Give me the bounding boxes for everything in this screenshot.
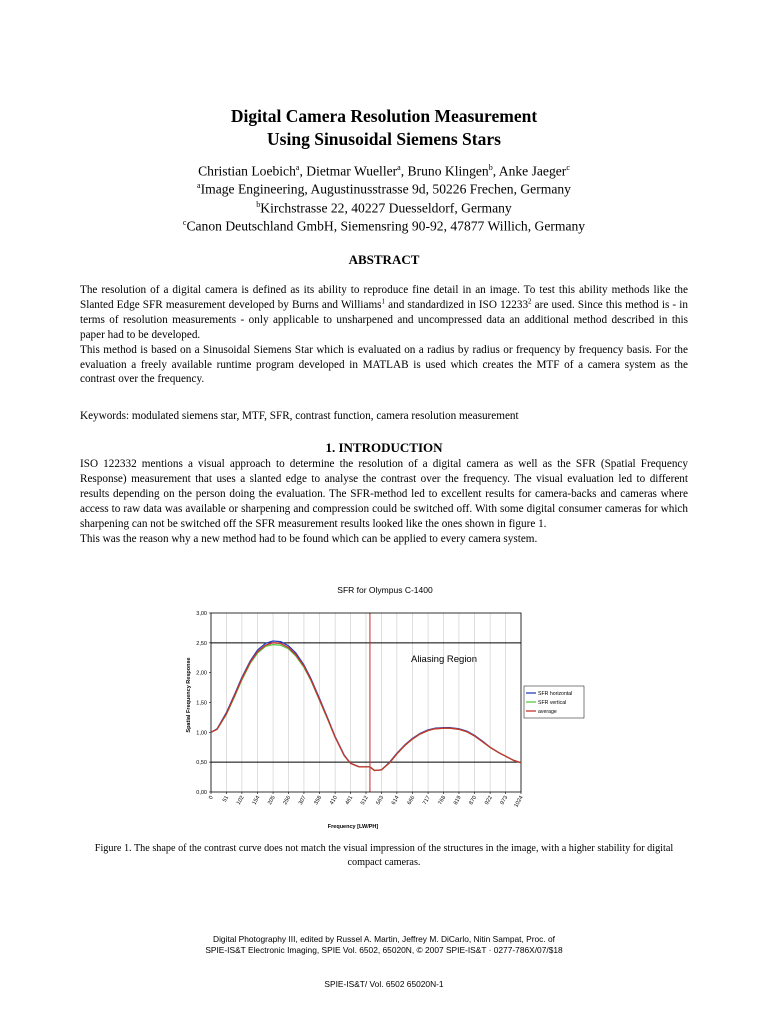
affiliation-c: $^c$Canon Deutschland GmbH, Siemensring 90-92, 47877 Willich, Germany [182, 218, 586, 234]
x-tick-label: 205 [267, 795, 277, 806]
x-tick-label: 819 [452, 795, 463, 806]
proceedings-line-2: SPIE-IS&T Electronic Imaging, SPIE Vol. 6502, 65020N, © 2007 SPIE-IS&T · 0277-786X/07/$18 [205, 945, 563, 955]
x-tick-label: 0 [208, 795, 215, 801]
author-affiliation-mark: c [566, 163, 570, 172]
x-tick-label: 51 [221, 795, 231, 804]
x-tick-label: 461 [344, 795, 355, 806]
author-separator: , [400, 163, 408, 179]
affiliation-a: $^a$Image Engineering, Augustinusstrasse 9d, 50226 Frechen, Germany [197, 181, 571, 197]
legend-label: average [538, 709, 557, 715]
legend-label: SFR horizontal [538, 691, 573, 697]
chart-title: SFR for Olympus C-1400 [337, 585, 433, 595]
proceedings-line-1: Digital Photography III, edited by Russel A. Martin, Jeffrey M. DiCarlo, Nitin Sampat, Proc. of [213, 934, 555, 944]
x-tick-label: 563 [375, 795, 386, 806]
y-tick-label: 3,00 [196, 611, 207, 617]
introduction-paragraph-2: This was the reason why a new method had to be found which can be applied to every camera system. [80, 532, 538, 545]
x-tick-label: 154 [251, 795, 262, 806]
figure-1-chart [180, 578, 573, 838]
y-tick-label: 1,00 [196, 730, 207, 737]
y-tick-label: 2,00 [196, 670, 207, 677]
legend-label: SFR vertical [538, 700, 567, 706]
aliasing-region-annotation: Aliasing Region [410, 654, 478, 665]
x-tick-label: 512 [359, 795, 370, 806]
author-affiliation-mark: a [295, 163, 300, 172]
x-tick-label: 922 [484, 795, 494, 806]
x-tick-label: 870 [468, 795, 479, 806]
introduction-heading: 1. INTRODUCTION [325, 440, 443, 455]
affiliation-b: $^b$Kirchstrasse 22, 40227 Duesseldorf, Germany [256, 200, 512, 216]
abstract-heading: ABSTRACT [348, 252, 420, 267]
paper-title-line1: Digital Camera Resolution Measurement [230, 106, 538, 126]
x-tick-label: 973 [499, 795, 510, 806]
x-tick-label: 666 [406, 795, 417, 806]
x-axis-label: Frequency [LW/PH] [327, 824, 379, 830]
x-tick-label: 102 [235, 795, 246, 806]
page-number-footer: SPIE-IS&T/ Vol. 6502 65020N-1 [324, 979, 444, 989]
author-affiliation-mark: b [488, 163, 493, 172]
author-list [0, 163, 768, 180]
author-name: Bruno Klingen [407, 163, 489, 179]
author-name: Anke Jaeger [498, 163, 567, 179]
x-tick-label: 768 [437, 795, 448, 806]
x-tick-label: 410 [329, 795, 339, 806]
abstract-paragraph-1: The resolution of a digital camera is defined as its ability to reproduce fine detail in an image. To test this ability methods like the Slanted Edge SFR measurement developed by Burns and Williams$^1$ and standardized in ISO 12233$^2$ are used. Since this method is - in terms of resolution measurements - only applicable to unsharpened and uncompressed data an additional method described in this paper had to be developed. [80, 284, 688, 341]
chart-grid [211, 613, 521, 792]
y-tick-label: 0,00 [196, 790, 207, 796]
y-tick-label: 1,50 [196, 700, 207, 707]
x-tick-label: 1024 [513, 795, 525, 809]
introduction-paragraph-1: ISO 122332 mentions a visual approach to determine the resolution of a digital camera as well as the SFR (Spatial Frequency Response) measurement that uses a slanted edge to analyse the contrast over the frequency. The visual evaluation led to different results depending on the person doing the evaluation. The SFR-method led to excellent results for camera-backs and cameras where access to raw data was available or sharpening and compression could be switched off. With some digital consumer cameras for which sharpening can not be switched off the SFR measurement results looked like the ones shown in figure 1. [80, 458, 688, 530]
paper-title-line2: Using Sinusoidal Siemens Stars [267, 129, 501, 149]
keywords: Keywords: modulated siemens star, MTF, SFR, contrast function, camera resolution measurement [80, 410, 519, 422]
author-affiliation-mark: a [397, 163, 401, 172]
author-separator: , [299, 163, 307, 179]
x-tick-label: 717 [422, 795, 432, 806]
author-name: Christian Loebich [198, 163, 296, 179]
y-tick-label: 0,50 [196, 760, 207, 767]
chart-legend [524, 686, 584, 718]
chart-tick-labels [196, 611, 524, 809]
abstract-body [80, 283, 688, 387]
author-separator: , [492, 163, 499, 179]
figure-1-caption: Figure 1. The shape of the contrast curve does not match the visual impression of the structures in the image, with a higher stability for digital compact cameras. [94, 843, 674, 868]
y-axis-label: Spatial Frequency Response [186, 657, 192, 733]
x-tick-label: 307 [297, 795, 308, 806]
introduction-body [80, 457, 688, 546]
author-name: Dietmar Wueller [306, 163, 398, 179]
x-tick-label: 256 [282, 795, 293, 806]
y-tick-label: 2,50 [196, 640, 207, 647]
x-tick-label: 614 [390, 795, 401, 806]
abstract-paragraph-2: This method is based on a Sinusoidal Siemens Star which is evaluated on a radius by radius or frequency by frequency basis. For the evaluation a freely available runtime program developed in MATLAB is used which creates the MTF of a camera system as the contrast over the frequency. [80, 343, 688, 386]
x-tick-label: 358 [313, 795, 324, 806]
